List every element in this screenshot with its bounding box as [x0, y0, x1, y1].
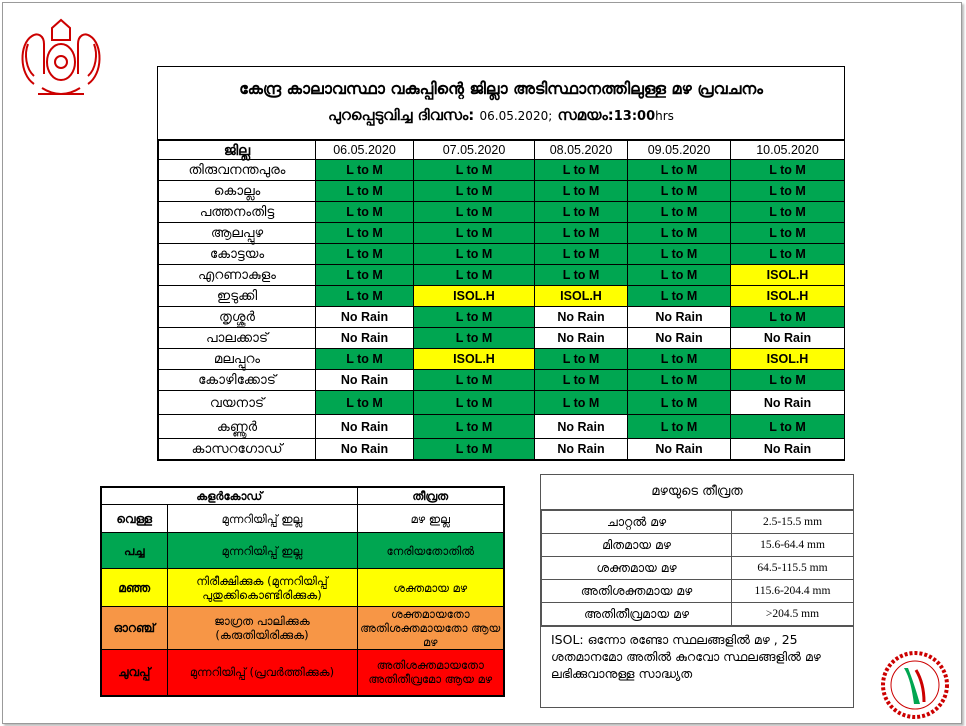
rain-intensity-table [541, 510, 854, 626]
district-name: ആലപ്പുഴ [159, 223, 316, 244]
forecast-row [159, 265, 845, 286]
forecast-cell: L to M [628, 415, 731, 439]
forecast-cell: L to M [628, 244, 731, 265]
kerala-map-logo-icon [880, 650, 950, 720]
color-intensity: അതിശക്തമായതോ അതിതീവ്രമോ ആയ മഴ [357, 650, 504, 696]
forecast-cell: ISOL.H [731, 349, 845, 370]
forecast-cell: L to M [414, 370, 535, 391]
forecast-cell: No Rain [316, 415, 414, 439]
forecast-row [159, 391, 845, 415]
district-rainfall-forecast [157, 66, 845, 461]
forecast-cell: No Rain [628, 328, 731, 349]
forecast-row [159, 370, 845, 391]
color-intensity: ശക്തമായതോ അതിശക്തമായതോ ആയ മഴ [357, 607, 504, 650]
district-name: കണ്ണൂർ [159, 415, 316, 439]
forecast-cell: L to M [535, 202, 628, 223]
forecast-row [159, 349, 845, 370]
issued-date: 06.05.2020; [479, 109, 553, 123]
time-value: 13:00 [613, 109, 656, 124]
forecast-cell: No Rain [628, 439, 731, 460]
forecast-cell: No Rain [731, 328, 845, 349]
forecast-cell: L to M [535, 223, 628, 244]
color-meaning: മുന്നറിയിപ്പ് ഇല്ല [167, 533, 357, 569]
forecast-row [159, 223, 845, 244]
district-name: തിരുവനന്തപുരം [159, 160, 316, 181]
forecast-cell: L to M [731, 181, 845, 202]
color-code-table [100, 486, 505, 697]
district-name: ഇടുക്കി [159, 286, 316, 307]
color-meaning: മുന്നറിയിപ്പ് ഇല്ല [167, 505, 357, 533]
forecast-cell: No Rain [316, 439, 414, 460]
issued-line [158, 99, 844, 124]
forecast-cell: ISOL.H [731, 265, 845, 286]
district-name: തൃശ്ശൂർ [159, 307, 316, 328]
date-header: 10.05.2020 [731, 141, 845, 160]
color-name: മഞ്ഞ [101, 569, 167, 607]
forecast-table [158, 140, 845, 460]
forecast-row [159, 244, 845, 265]
forecast-row [159, 160, 845, 181]
kerala-government-emblem-icon [14, 14, 108, 106]
forecast-row [159, 286, 845, 307]
forecast-cell: L to M [535, 370, 628, 391]
color-name: വെള്ള [101, 505, 167, 533]
date-header: 08.05.2020 [535, 141, 628, 160]
district-name: കോഴിക്കോട് [159, 370, 316, 391]
color-intensity: ശക്തമായ മഴ [357, 569, 504, 607]
district-name: വയനാട് [159, 391, 316, 415]
forecast-cell: L to M [628, 223, 731, 244]
intensity-label: മിതമായ മഴ [542, 534, 732, 557]
district-name: കോട്ടയം [159, 244, 316, 265]
forecast-cell: L to M [316, 391, 414, 415]
rain-intensity-header: മഴയുടെ തീവ്രത [541, 475, 853, 510]
forecast-cell: No Rain [316, 370, 414, 391]
district-name: പത്തനംതിട്ട [159, 202, 316, 223]
forecast-cell: L to M [414, 391, 535, 415]
rain-intensity-panel [540, 474, 854, 708]
intensity-range: 15.6-64.4 mm [732, 534, 854, 557]
forecast-cell: L to M [731, 244, 845, 265]
forecast-cell: L to M [535, 244, 628, 265]
forecast-row [159, 439, 845, 460]
color-code-row [101, 569, 504, 607]
forecast-row [159, 181, 845, 202]
intensity-range: 115.6-204.4 mm [732, 580, 854, 603]
intensity-range: >204.5 mm [732, 603, 854, 626]
forecast-cell: L to M [414, 244, 535, 265]
color-name: ചുവപ്പ് [101, 650, 167, 696]
district-name: എറണാകുളം [159, 265, 316, 286]
color-code-header: കളർകോഡ് [101, 487, 357, 505]
color-intensity: നേരിയതോതിൽ [357, 533, 504, 569]
forecast-cell: No Rain [316, 307, 414, 328]
forecast-title-block [158, 67, 844, 140]
forecast-cell: L to M [414, 439, 535, 460]
forecast-cell: L to M [316, 349, 414, 370]
intensity-range: 64.5-115.5 mm [732, 557, 854, 580]
district-header: ജില്ല [159, 141, 316, 160]
forecast-cell: L to M [628, 265, 731, 286]
forecast-cell: ISOL.H [414, 349, 535, 370]
forecast-cell: No Rain [535, 415, 628, 439]
date-header: 09.05.2020 [628, 141, 731, 160]
color-name: ഓറഞ്ച് [101, 607, 167, 650]
district-name: കൊല്ലം [159, 181, 316, 202]
color-intensity: മഴ ഇല്ല [357, 505, 504, 533]
forecast-cell: L to M [414, 223, 535, 244]
intensity-row [542, 580, 854, 603]
forecast-cell: L to M [535, 160, 628, 181]
forecast-cell: ISOL.H [731, 286, 845, 307]
forecast-cell: L to M [535, 349, 628, 370]
forecast-cell: L to M [414, 415, 535, 439]
forecast-cell: No Rain [535, 328, 628, 349]
intensity-label: ചാറ്റൽ മഴ [542, 511, 732, 534]
forecast-cell: L to M [535, 391, 628, 415]
time-label: സമയം: [557, 106, 614, 124]
color-name: പച്ച [101, 533, 167, 569]
forecast-cell: L to M [535, 181, 628, 202]
date-header: 07.05.2020 [414, 141, 535, 160]
isol-note: ISOL: ഒന്നോ രണ്ടോ സ്ഥലങ്ങളിൽ മഴ , 25 ശതമാനമോ അതിൽ കുറവോ സ്ഥലങ്ങളിൽ മഴ ലഭിക്കുവാനുള്ള സാദ്ധ്യത [541, 626, 853, 707]
forecast-cell: L to M [628, 370, 731, 391]
forecast-cell: L to M [316, 223, 414, 244]
forecast-cell: L to M [316, 286, 414, 307]
forecast-cell: L to M [414, 181, 535, 202]
color-code-row [101, 505, 504, 533]
forecast-cell: No Rain [316, 328, 414, 349]
forecast-cell: L to M [628, 202, 731, 223]
forecast-cell: L to M [316, 181, 414, 202]
intensity-label: അതിതീവ്രമായ മഴ [542, 603, 732, 626]
intensity-label: അതിശക്തമായ മഴ [542, 580, 732, 603]
color-code-row [101, 650, 504, 696]
forecast-cell: L to M [628, 160, 731, 181]
forecast-cell: L to M [731, 202, 845, 223]
forecast-cell: L to M [414, 160, 535, 181]
forecast-cell: L to M [414, 202, 535, 223]
forecast-cell: L to M [731, 160, 845, 181]
forecast-cell: L to M [628, 286, 731, 307]
intensity-range: 2.5-15.5 mm [732, 511, 854, 534]
forecast-cell: ISOL.H [414, 286, 535, 307]
forecast-title: കേന്ദ്ര കാലാവസ്ഥാ വകുപ്പിന്റെ ജില്ലാ അടിസ്ഥാനത്തിലുള്ള മഴ പ്രവചനം [239, 79, 763, 98]
forecast-cell: No Rain [731, 439, 845, 460]
district-name: മലപ്പുറം [159, 349, 316, 370]
forecast-row [159, 415, 845, 439]
forecast-row [159, 202, 845, 223]
color-meaning: ജാഗ്രത പാലിക്കുക (കരുതിയിരിക്കുക) [167, 607, 357, 650]
forecast-cell: L to M [316, 265, 414, 286]
forecast-cell: L to M [316, 244, 414, 265]
intensity-row [542, 603, 854, 626]
intensity-label: ശക്തമായ മഴ [542, 557, 732, 580]
color-intensity-header: തീവ്രത [357, 487, 504, 505]
forecast-cell: No Rain [731, 391, 845, 415]
color-meaning: മുന്നറിയിപ്പ് (പ്രവർത്തിക്കുക) [167, 650, 357, 696]
forecast-cell: L to M [316, 202, 414, 223]
forecast-cell: L to M [628, 391, 731, 415]
forecast-cell: L to M [628, 181, 731, 202]
color-code-row [101, 533, 504, 569]
forecast-cell: L to M [731, 307, 845, 328]
forecast-cell: No Rain [535, 307, 628, 328]
issued-label: പുറപ്പെടുവിച്ച ദിവസം: [328, 106, 475, 124]
forecast-cell: L to M [628, 349, 731, 370]
forecast-cell: No Rain [628, 307, 731, 328]
forecast-row [159, 307, 845, 328]
district-name: പാലക്കാട് [159, 328, 316, 349]
forecast-cell: L to M [414, 265, 535, 286]
date-header: 06.05.2020 [316, 141, 414, 160]
color-code-row [101, 607, 504, 650]
district-name: കാസറഗോഡ് [159, 439, 316, 460]
forecast-cell: No Rain [535, 439, 628, 460]
forecast-cell: L to M [414, 328, 535, 349]
forecast-cell: L to M [731, 223, 845, 244]
intensity-row [542, 557, 854, 580]
forecast-cell: L to M [414, 307, 535, 328]
forecast-cell: L to M [731, 415, 845, 439]
forecast-cell: ISOL.H [535, 286, 628, 307]
intensity-row [542, 511, 854, 534]
intensity-row [542, 534, 854, 557]
forecast-header-row [159, 141, 845, 160]
time-unit: hrs [655, 109, 674, 123]
forecast-row [159, 328, 845, 349]
forecast-cell: L to M [316, 160, 414, 181]
forecast-cell: L to M [535, 265, 628, 286]
color-meaning: നിരീക്ഷിക്കുക (മുന്നറിയിപ്പ് പുതുക്കികൊണ്ടിരിക്കുക) [167, 569, 357, 607]
color-code-header-row [101, 487, 504, 505]
forecast-cell: L to M [731, 370, 845, 391]
